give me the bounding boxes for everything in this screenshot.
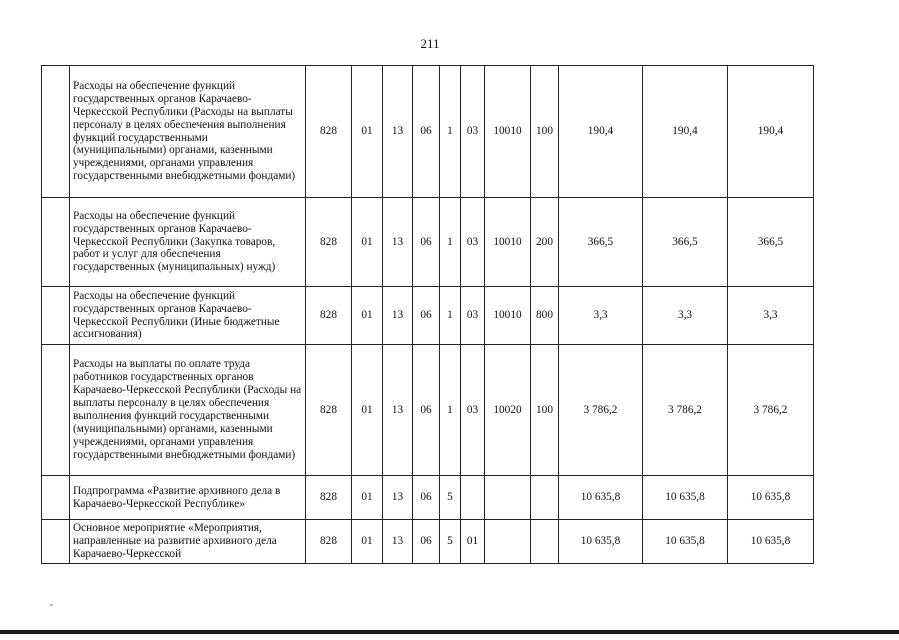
direction-code-cell: 10010 [485,198,531,287]
sum-year-2-cell: 3,3 [643,287,728,345]
gr-code-cell: 828 [306,476,352,520]
section-code-cell: 01 [352,520,383,564]
section-code-cell: 01 [352,287,383,345]
direction-code-cell [485,476,531,520]
expense-type-code-cell: 100 [531,345,559,476]
gr-code-cell: 828 [306,287,352,345]
sum-year-3-cell: 366,5 [728,198,814,287]
program-code-cell: 06 [413,287,440,345]
subsection-code-cell: 13 [383,476,413,520]
subprogram-code-cell: 1 [440,345,461,476]
table-row [42,476,814,520]
page-number: 211 [420,36,440,51]
expense-type-code-cell [531,476,559,520]
row-number-cell [42,476,70,520]
row-number-cell [42,345,70,476]
table-row [42,66,814,198]
sum-year-1-cell: 10 635,8 [559,520,643,564]
subsection-code-cell: 13 [383,520,413,564]
direction-code-cell: 10010 [485,287,531,345]
event-code-cell: 03 [461,198,485,287]
gr-code-cell: 828 [306,520,352,564]
sum-year-1-cell: 10 635,8 [559,476,643,520]
scan-speck [50,604,53,606]
sum-year-3-cell: 3,3 [728,287,814,345]
sum-year-2-cell: 10 635,8 [643,520,728,564]
program-code-cell: 06 [413,345,440,476]
sum-year-3-cell: 3 786,2 [728,345,814,476]
section-code-cell: 01 [352,198,383,287]
sum-year-3-cell: 10 635,8 [728,520,814,564]
expense-type-code-cell [531,520,559,564]
gr-code-cell: 828 [306,198,352,287]
subsection-code-cell: 13 [383,345,413,476]
section-code-cell: 01 [352,345,383,476]
bottom-rule [0,630,899,634]
table-row [42,520,814,564]
program-code-cell: 06 [413,66,440,198]
program-code-cell: 06 [413,476,440,520]
expense-type-code-cell: 100 [531,66,559,198]
expense-type-code-cell: 800 [531,287,559,345]
sum-year-2-cell: 190,4 [643,66,728,198]
subsection-code-cell: 13 [383,66,413,198]
row-number-cell [42,198,70,287]
expense-name-cell: Расходы на выплаты по оплате труда работников государственных органов Карачаево-Черкесской Республики (Расходы на выплаты персоналу в целях обеспечения выполнения функций государственными (муниципальными) органами, казенными учреждениями, органами управления государственными внебюджетными фондами) [70,345,306,476]
event-code-cell: 03 [461,66,485,198]
row-number-cell [42,287,70,345]
subprogram-code-cell: 1 [440,198,461,287]
sum-year-1-cell: 190,4 [559,66,643,198]
sum-year-3-cell: 10 635,8 [728,476,814,520]
event-code-cell: 01 [461,520,485,564]
row-number-cell [42,66,70,198]
event-code-cell [461,476,485,520]
expense-type-code-cell: 200 [531,198,559,287]
table-row [42,345,814,476]
section-code-cell: 01 [352,66,383,198]
subprogram-code-cell: 1 [440,66,461,198]
sum-year-1-cell: 3,3 [559,287,643,345]
expense-name-cell: Подпрограмма «Развитие архивного дела в Карачаево-Черкесской Республике» [70,476,306,520]
row-number-cell [42,520,70,564]
direction-code-cell: 10010 [485,66,531,198]
expense-name-cell: Основное мероприятие «Мероприятия, направленные на развитие архивного дела Карачаево-Черкесской [70,520,306,564]
subprogram-code-cell: 1 [440,287,461,345]
direction-code-cell: 10020 [485,345,531,476]
subprogram-code-cell: 5 [440,520,461,564]
sum-year-2-cell: 10 635,8 [643,476,728,520]
subsection-code-cell: 13 [383,198,413,287]
sum-year-1-cell: 3 786,2 [559,345,643,476]
subsection-code-cell: 13 [383,287,413,345]
sum-year-2-cell: 3 786,2 [643,345,728,476]
expense-name-cell: Расходы на обеспечение функций государственных органов Карачаево-Черкесской Республики (Закупка товаров, работ и услуг для обеспечения государственных (муниципальных) нужд) [70,198,306,287]
subprogram-code-cell: 5 [440,476,461,520]
sum-year-1-cell: 366,5 [559,198,643,287]
gr-code-cell: 828 [306,66,352,198]
expense-name-cell: Расходы на обеспечение функций государственных органов Карачаево-Черкесской Республики (Иные бюджетные ассигнования) [70,287,306,345]
expense-name-cell: Расходы на обеспечение функций государственных органов Карачаево-Черкесской Республики (Расходы на выплаты персоналу в целях обеспечения выполнения функций государственными (муниципальными) органами, казенными учреждениями, органами управления государственными внебюджетными фондами) [70,66,306,198]
sum-year-2-cell: 366,5 [643,198,728,287]
sum-year-3-cell: 190,4 [728,66,814,198]
budget-table [41,65,814,564]
table-row [42,198,814,287]
gr-code-cell: 828 [306,345,352,476]
event-code-cell: 03 [461,287,485,345]
event-code-cell: 03 [461,345,485,476]
table-row [42,287,814,345]
direction-code-cell [485,520,531,564]
section-code-cell: 01 [352,476,383,520]
program-code-cell: 06 [413,520,440,564]
program-code-cell: 06 [413,198,440,287]
